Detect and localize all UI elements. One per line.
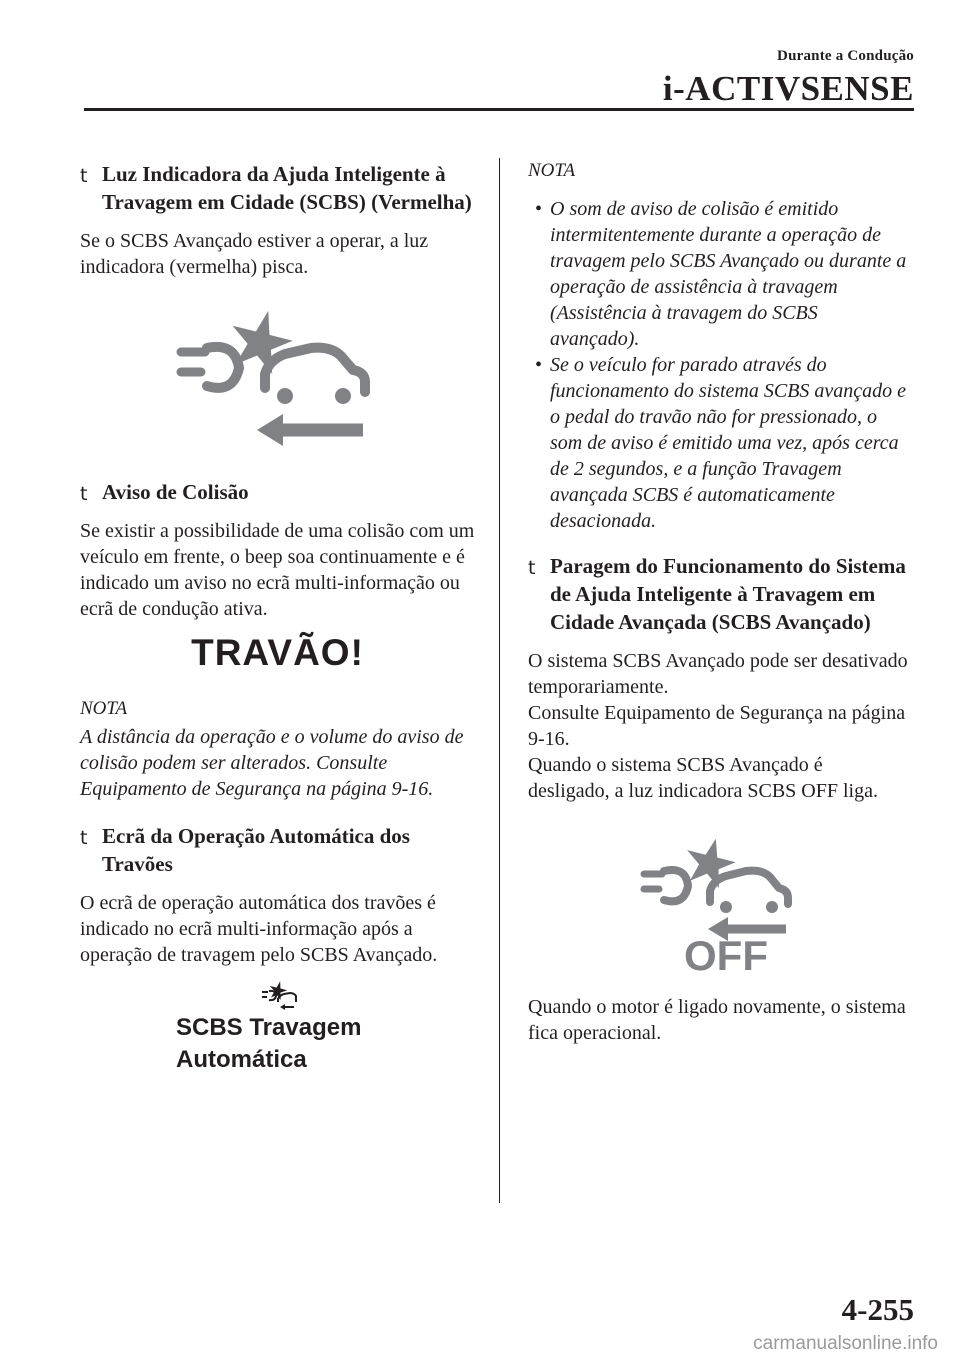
- paragraph: Se existir a possibilidade de uma colisão com um veículo em frente, o beep soa continuamente e é indicado um aviso no ecrã multi-informação ou ecrã de condução ativa.: [80, 520, 475, 620]
- paragraph: Quando o motor é ligado novamente, o sistema fica operacional.: [528, 996, 906, 1044]
- heading-text: Ecrã da Operação Automática dos Travões: [102, 824, 410, 876]
- scbs-red-indicator-icon: [173, 302, 383, 452]
- scbs-indicator-figure: [80, 302, 475, 452]
- heading-marker: t: [528, 557, 536, 579]
- paragraph: Consulte Equipamento de Segurança na página 9-16.: [528, 702, 906, 750]
- bullet-item: [528, 196, 908, 352]
- note-label: NOTA: [528, 160, 576, 181]
- column-divider: [499, 158, 500, 1203]
- paragraph: O sistema SCBS Avançado pode ser desativado temporariamente.: [528, 650, 908, 698]
- heading-scbs-red-light: [80, 160, 475, 216]
- page-number: 4-255: [841, 1292, 914, 1327]
- heading-collision-warning: [80, 478, 475, 506]
- heading-marker: t: [80, 165, 88, 187]
- paragraph: Quando o sistema SCBS Avançado é desligado, a luz indicadora SCBS OFF liga.: [528, 754, 878, 802]
- bullet-item: [528, 352, 908, 534]
- right-column: [528, 160, 908, 1046]
- heading-text: Paragem do Funcionamento do Sistema de Ajuda Inteligente à Travagem em Cidade Avançada (SCBS Avançado): [550, 554, 906, 634]
- bullet-dot: •: [535, 198, 543, 220]
- paragraph: Se o SCBS Avançado estiver a operar, a luz indicadora (vermelha) pisca.: [80, 230, 429, 278]
- paragraph: O ecrã de operação automática dos travões é indicado no ecrã multi-informação após a operação de travagem pelo SCBS Avançado.: [80, 892, 438, 966]
- note-bullets: [528, 196, 908, 534]
- brake-warning-display: TRAVÃO!: [191, 632, 364, 673]
- display-line: SCBS Travagem: [176, 1014, 362, 1041]
- off-label: OFF: [684, 932, 768, 974]
- heading-marker: t: [80, 483, 88, 505]
- scbs-off-figure: [528, 834, 908, 974]
- auto-brake-display: [176, 1012, 475, 1076]
- chapter-title: i-ACTIVSENSE: [662, 69, 914, 108]
- watermark: carmanualsonline.info: [753, 1333, 938, 1354]
- section-title: Durante a Condução: [777, 48, 914, 64]
- bullet-text: Se o veículo for parado através do funcionamento do sistema SCBS avançado e o pedal do travão não for pressionado, o som de aviso é emitido uma vez, após cerca de 2 segundos, e a função Travagem avançada SCBS é automaticamente desacionada.: [550, 354, 907, 532]
- note-block: [80, 698, 475, 802]
- heading-text: Aviso de Colisão: [102, 480, 249, 504]
- page-header: [663, 48, 914, 109]
- auto-brake-figure: [80, 980, 475, 1076]
- left-column: [80, 160, 475, 1076]
- scbs-off-indicator-icon: [638, 834, 798, 974]
- heading-text: Luz Indicadora da Ajuda Inteligente à Travagem em Cidade (SCBS) (Vermelha): [102, 162, 472, 214]
- heading-auto-brake-display: [80, 822, 475, 878]
- heading-marker: t: [80, 827, 88, 849]
- scbs-small-icon: [258, 980, 298, 1010]
- bullet-text: O som de aviso de colisão é emitido intermitentemente durante a operação de travagem pelo SCBS Avançado ou durante a operação de assistência à travagem (Assistência à travagem do SCBS avançado).: [550, 198, 907, 350]
- display-line: Automática: [176, 1046, 307, 1073]
- note-label: NOTA: [80, 698, 128, 719]
- bullet-dot: •: [535, 354, 543, 376]
- header-rule: [84, 108, 914, 111]
- note-text: A distância da operação e o volume do aviso de colisão podem ser alterados. Consulte Equipamento de Segurança na página 9-16.: [80, 726, 464, 800]
- heading-scbs-off: [528, 552, 908, 636]
